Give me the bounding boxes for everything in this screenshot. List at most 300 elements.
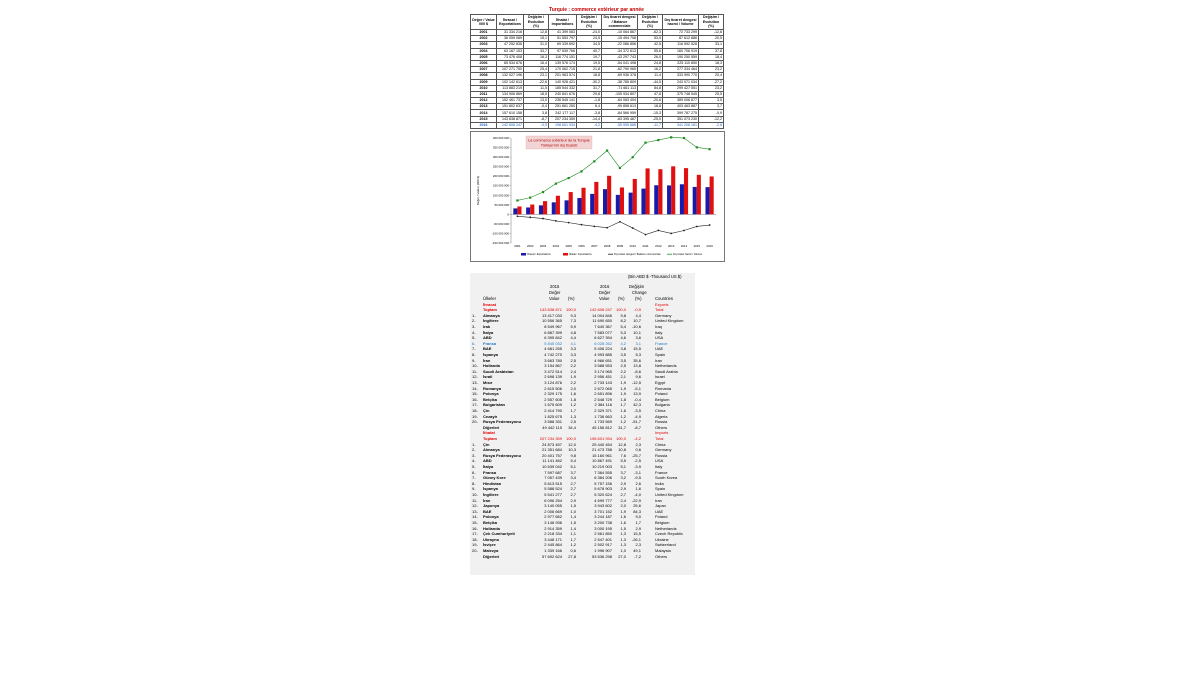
value-cell: 51 553 797 (549, 36, 577, 42)
annual-table-row (471, 67, 724, 73)
value-cell: 85 534 676 (497, 60, 524, 66)
legend-label: İhracat / Exportations (527, 253, 551, 256)
rank: 13- (472, 508, 478, 514)
value-cell: -84 566 959 (602, 110, 638, 116)
col-change-label: Değişim (629, 284, 645, 289)
country-tr: Belçika (483, 519, 498, 525)
value-2016: 4 699 777 (594, 497, 612, 503)
value-cell: 157 610 158 (497, 110, 524, 116)
annual-header-cell: Dış ticaret dengesi hacmi / Volume (663, 15, 699, 30)
annual-header-cell: Değer / Value 000 $ (471, 15, 497, 30)
year-cell: 2005 (471, 54, 497, 60)
import-bar (556, 196, 560, 215)
value-2016: 142 606 247 (589, 307, 612, 313)
import-bar (671, 166, 675, 214)
value-cell: 243 071 034 (663, 79, 699, 85)
value-cell: -22,6 (524, 79, 549, 85)
value-cell: 134 906 869 (497, 91, 524, 97)
col-2015-label: 2015 (550, 284, 560, 289)
value-2015: 4 681 255 (544, 346, 562, 352)
share-2015: 3,3 (570, 346, 576, 352)
value-cell: -43 297 743 (602, 54, 638, 60)
rank: 3- (472, 452, 476, 458)
value-cell: 18,8 (577, 73, 602, 79)
section-label-en: Exports (655, 301, 669, 307)
volume-point (696, 146, 698, 148)
value-2016: 11 690 650 (592, 318, 612, 324)
volume-point (580, 170, 582, 172)
country-tr: İspanya (483, 486, 498, 492)
chart-x-tick-label: 2013 (667, 244, 675, 248)
rank: 18- (472, 407, 478, 413)
share-2016: 1,6 (620, 407, 626, 413)
import-bar (633, 179, 637, 214)
share-2015: 9,3 (570, 312, 576, 318)
annual-header-cell: Dış ticaret dengesi / Balance commerciale (602, 15, 638, 30)
share-2016: 31,7 (618, 424, 626, 430)
chart-y-tick-label: 250 000 000 (492, 164, 509, 169)
value-cell: 403 463 887 (663, 104, 699, 110)
share-2016: 12,8 (618, 441, 626, 447)
country-en: Romania (655, 385, 672, 391)
change-pct: -10,6 (631, 323, 641, 329)
balance-point (555, 220, 557, 222)
share-2016: 3,8 (620, 346, 626, 352)
value-cell: 21,8 (577, 67, 602, 73)
country-en: India (655, 480, 664, 486)
country-tr: Mısır (483, 379, 493, 385)
rank: 16- (472, 525, 478, 531)
share-2015: 1,2 (570, 542, 576, 548)
chart-x-tick-label: 2010 (629, 244, 636, 248)
annual-table-title: Turquie : commerce extérieur par année (549, 7, 644, 13)
chart-x-tick-label: 2012 (655, 244, 662, 248)
value-cell: 3,5 (699, 98, 724, 104)
value-cell: 201 963 574 (549, 73, 577, 79)
country-en: Saudi Arabia (655, 368, 678, 374)
annual-table-row (471, 30, 724, 36)
balance-point (542, 218, 544, 220)
share-2015: 2,2 (570, 363, 576, 369)
balance-point (645, 234, 647, 236)
share-2016: 1,9 (620, 385, 626, 391)
country-en: Spain (655, 486, 666, 492)
value-2015: 3 154 867 (544, 363, 562, 369)
value-cell: 185 544 332 (549, 85, 577, 91)
year-cell: 2012 (471, 98, 497, 104)
share-2015: 0,6 (570, 547, 576, 553)
rank: 10- (472, 363, 478, 369)
import-bar (517, 206, 521, 214)
share-2015: 2,7 (570, 480, 576, 486)
change-pct: 42,3 (633, 402, 641, 408)
share-2016: 2,0 (620, 503, 626, 509)
annual-table-row (471, 91, 724, 97)
rank: 15- (472, 519, 478, 525)
change-pct: 84,3 (633, 508, 641, 514)
change-pct: 0,6 (635, 447, 641, 453)
change-pct: -8,6 (634, 368, 641, 374)
share-2016: 3,5 (620, 351, 626, 357)
share-2016: 1,3 (620, 542, 626, 548)
value-2016: 21 473 788 (591, 447, 612, 453)
share-2016: 1,2 (620, 413, 626, 419)
share-2016: 2,5 (620, 363, 626, 369)
country-en: Others (655, 553, 668, 559)
chart-x-tick-label: 2005 (565, 244, 572, 248)
share-2016: 100,0 (615, 435, 626, 441)
value-cell: 23,1 (524, 73, 549, 79)
chart-y-tick-label: 50 000 000 (494, 202, 509, 207)
country-tr: Çin (483, 441, 490, 447)
share-2016: 5,3 (620, 329, 626, 335)
value-cell: 142 606 247 (497, 122, 524, 128)
value-cell: -15,3 (638, 110, 663, 116)
value-2016: 14 004 846 (591, 312, 612, 318)
country-en: Israel (655, 374, 665, 380)
change-pct: 1,7 (635, 519, 641, 525)
country-en: Belgium (655, 396, 670, 402)
value-cell: 34,5 (577, 42, 602, 48)
export-bar (654, 185, 658, 214)
value-2016: 2 502 917 (594, 542, 612, 548)
share-2015: 2,7 (570, 491, 576, 497)
share-2015: 4,1 (570, 340, 576, 346)
annual-table-row (471, 36, 724, 42)
country-tr: Çin (483, 407, 490, 413)
country-tr: İngiltere (483, 491, 499, 497)
value-2015: 6 096 254 (544, 497, 562, 503)
change-pct: -3,1 (634, 469, 641, 475)
value-cell: 33,7 (524, 48, 549, 54)
value-2016: 2 956 451 (594, 374, 612, 380)
share-2015: 3,3 (570, 351, 576, 357)
rank: 18- (472, 536, 478, 542)
rank: 19- (472, 542, 478, 548)
share-2015: 1,1 (570, 531, 576, 537)
section-label-tr: İhracat (483, 301, 497, 307)
value-2015: 3 146 936 (544, 519, 562, 525)
value-cell: 113 883 219 (497, 85, 524, 91)
rank: 8- (472, 351, 476, 357)
country-tr: Güney Kore (483, 475, 506, 481)
value-cell: 12,8 (524, 30, 549, 36)
value-2016: 3 000 195 (594, 525, 612, 531)
value-cell: 23,2 (699, 67, 724, 73)
export-bar (565, 200, 569, 214)
value-2016: 2 384 116 (594, 402, 612, 408)
unit-label: (Bin ABD $ -Thousand US $) (628, 274, 682, 279)
change-pct: 2,9 (635, 525, 641, 531)
rank: 2- (472, 447, 476, 453)
balance-point (568, 222, 570, 224)
chart-x-tick-label: 2014 (680, 244, 688, 248)
share-2016: 3,2 (620, 475, 626, 481)
share-2016: 1,5 (620, 525, 626, 531)
value-cell: 11,5 (524, 85, 549, 91)
year-cell: 2016 (471, 122, 497, 128)
value-2016: 6 627 394 (594, 335, 612, 341)
share-2016: 1,3 (620, 536, 626, 542)
value-cell: 18,8 (638, 104, 663, 110)
value-cell: -55 995 686 (602, 122, 638, 128)
value-2016: 4 966 651 (594, 357, 612, 363)
share-2015: 7,3 (570, 318, 576, 324)
value-2015: 21 351 684 (541, 447, 562, 453)
value-2015: 207 234 359 (539, 435, 562, 441)
annual-table-body (471, 30, 724, 129)
value-cell: -38 785 809 (602, 79, 638, 85)
country-en: United Kingdom (655, 318, 684, 324)
change-pct: 1,6 (635, 486, 641, 492)
country-en: Others (655, 424, 668, 430)
value-cell: 225 110 850 (663, 60, 699, 66)
chart-x-tick-label: 2008 (603, 244, 611, 248)
chart-y-tick-label: 350 000 000 (492, 145, 509, 150)
year-cell: 2008 (471, 73, 497, 79)
import-bar (607, 176, 611, 215)
export-bar (552, 202, 556, 214)
share-2015: 100,0 (565, 307, 576, 313)
change-pct: 49,1 (633, 547, 641, 553)
rank: 10- (472, 491, 478, 497)
chart-y-tick-label: 150 000 000 (492, 183, 509, 188)
col-2016-label: 2016 (600, 284, 610, 289)
change-pct: 10,7 (633, 318, 641, 324)
volume-point (657, 139, 659, 141)
value-cell: -11,7 (638, 122, 663, 128)
value-cell: 26,0 (638, 54, 663, 60)
country-en: USA (655, 458, 664, 464)
value-cell: 87 612 886 (663, 36, 699, 42)
country-en: Egypt (655, 379, 666, 385)
rank: 20- (472, 547, 478, 553)
value-cell: 29,8 (577, 91, 602, 97)
export-bar (667, 185, 671, 214)
value-2016: 15 160 961 (591, 452, 612, 458)
value-cell: 97 539 766 (549, 48, 577, 54)
balance-point (683, 230, 685, 232)
year-cell: 2010 (471, 85, 497, 91)
share-2016: 1,6 (620, 514, 626, 520)
value-cell: 69 339 692 (549, 42, 577, 48)
country-en: Czech Republic (655, 531, 684, 537)
value-cell: 351 073 230 (663, 116, 699, 122)
export-bar (526, 207, 530, 214)
value-cell: 399 787 275 (663, 110, 699, 116)
legend-label: Dış ticaret dengesi / Balance commerciale (614, 253, 661, 256)
country-tr: Malezya (483, 547, 499, 553)
chart-x-tick-label: 2016 (706, 244, 713, 248)
share-2016: 1,6 (620, 519, 626, 525)
country-en: Netherlands (655, 525, 677, 531)
volume-point (619, 167, 621, 169)
change-pct: -7,2 (634, 553, 641, 559)
value-2015: 143 838 871 (539, 307, 562, 313)
pct-label: (%) (618, 296, 625, 301)
rank: 1- (472, 312, 476, 318)
rank: 19- (472, 413, 478, 419)
country-tr: Hindistan (483, 480, 502, 486)
share-2015: 2,7 (570, 486, 576, 492)
value-2016: 45 156 812 (591, 424, 612, 430)
volume-point (568, 177, 570, 179)
annual-header-cell: Değişim / Evolution (%) (524, 15, 549, 30)
value-cell: 151 802 637 (497, 104, 524, 110)
value-2015: 57 692 624 (541, 553, 562, 559)
total-label-tr: Toplam (483, 435, 497, 441)
value-2016: 2 329 371 (594, 407, 612, 413)
rank: 4- (472, 329, 476, 335)
value-cell: -63 395 487 (602, 116, 638, 122)
share-2016: 5,1 (620, 463, 626, 469)
change-pct: -12,5 (631, 379, 641, 385)
value-cell: -99 858 613 (602, 104, 638, 110)
value-2016: 3 174 965 (594, 368, 612, 374)
balance-point (581, 224, 583, 226)
value-cell: 18,5 (524, 91, 549, 97)
change-pct: -5,1 (634, 385, 641, 391)
change-pct: -3,5 (634, 407, 641, 413)
share-2015: 34,4 (568, 424, 576, 430)
value-cell: 102 142 613 (497, 79, 524, 85)
value-cell: -22 086 856 (602, 42, 638, 48)
country-tr: İran (483, 357, 491, 363)
share-2015: 2,9 (570, 497, 576, 503)
import-bar (543, 201, 547, 214)
value-label-en: Value (549, 296, 560, 301)
country-en: China (655, 407, 666, 413)
country-en: Malaysia (655, 547, 671, 553)
share-2016: 1,0 (620, 547, 626, 553)
value-cell: 53,9 (638, 36, 663, 42)
annual-header-cell: İthalat / Importations (549, 15, 577, 30)
value-cell: 139 576 174 (549, 60, 577, 66)
change-pct: 3,6 (635, 335, 641, 341)
balance-line (517, 216, 709, 234)
share-2016: 2,4 (620, 497, 626, 503)
annual-table-row (471, 79, 724, 85)
country-tr: ABD (483, 458, 492, 464)
value-cell: 15,1 (524, 36, 549, 42)
annual-trade-table (470, 14, 724, 129)
value-cell: 389 006 877 (663, 98, 699, 104)
value-2015: 2 329 175 (544, 391, 562, 397)
chart-x-tick-label: 2002 (527, 244, 534, 248)
annual-table-row (471, 98, 724, 104)
value-2016: 7 583 077 (594, 329, 612, 335)
country-tr: İtalya (483, 329, 494, 335)
change-label-en: Change (632, 290, 647, 295)
balance-point (593, 225, 595, 227)
volume-point (606, 150, 608, 152)
value-cell: 31,0 (524, 42, 549, 48)
share-2015: 1,9 (570, 374, 576, 380)
change-pct: -9,5 (634, 475, 641, 481)
value-2016: 2 561 850 (594, 531, 612, 537)
balance-point (670, 233, 672, 235)
change-pct: 13,9 (633, 391, 641, 397)
value-cell: 73 476 408 (497, 54, 524, 60)
country-en: Iraq (655, 323, 662, 329)
export-bar (641, 189, 645, 215)
value-label-en: Value (599, 296, 610, 301)
rank: 7- (472, 475, 476, 481)
share-2016: 4,6 (620, 335, 626, 341)
value-2015: 13 417 033 (541, 312, 562, 318)
value-cell: -1,8 (577, 98, 602, 104)
export-bar (603, 189, 607, 214)
value-cell: -3,8 (577, 110, 602, 116)
rank: 17- (472, 402, 478, 408)
value-2015: 2 615 506 (544, 385, 562, 391)
value-cell: 375 748 545 (663, 91, 699, 97)
change-pct: -2,5 (634, 458, 641, 464)
chart-x-tick-label: 2001 (514, 244, 521, 248)
value-cell: 160 706 919 (663, 48, 699, 54)
volume-point (516, 199, 518, 201)
share-2015: 1,2 (570, 402, 576, 408)
value-cell: 3,8 (524, 110, 549, 116)
country-en: Netherlands (655, 363, 677, 369)
value-2015: 6 395 842 (544, 335, 562, 341)
rank: 14- (472, 385, 478, 391)
value-2015: 4 742 270 (544, 351, 562, 357)
value-cell: -0,9 (524, 122, 549, 128)
value-cell: -25,0 (638, 116, 663, 122)
value-2016: 5 757 156 (594, 480, 612, 486)
change-pct: 2,6 (635, 480, 641, 486)
trade-chart-svg (471, 132, 724, 261)
value-2016: 1 736 663 (594, 413, 612, 419)
share-2015: 1,4 (570, 514, 576, 520)
change-pct: -8,7 (634, 424, 641, 430)
rank: 6- (472, 340, 476, 346)
value-cell: 198 601 934 (549, 122, 577, 128)
total-label-en: Total (655, 435, 664, 441)
value-2016: 6 384 206 (594, 475, 612, 481)
value-cell: -12,2 (699, 116, 724, 122)
share-2015: 4,4 (570, 335, 576, 341)
share-2016: 2,2 (620, 368, 626, 374)
value-2016: 3 244 187 (594, 514, 612, 520)
value-cell: 152 461 737 (497, 98, 524, 104)
value-cell: -62 790 965 (602, 67, 638, 73)
total-label-en: Total (655, 307, 664, 313)
share-2015: 2,5 (570, 357, 576, 363)
value-cell: -84 083 404 (602, 98, 638, 104)
annual-table-row (471, 85, 724, 91)
chart-y-tick-label: -150 000 000 (491, 241, 509, 245)
import-bar (658, 169, 662, 214)
value-2015: 2 977 662 (544, 514, 562, 520)
chart-y-tick-label: 300 000 000 (492, 155, 509, 160)
value-2015: 3 124 876 (544, 379, 562, 385)
value-2015: 10 639 042 (541, 463, 562, 469)
share-2015: 1,5 (570, 503, 576, 509)
value-cell: -10 064 867 (602, 30, 638, 36)
value-cell: 341 208 181 (663, 122, 699, 128)
value-2015: 11 141 462 (542, 458, 562, 464)
share-2016: 4,2 (620, 340, 626, 346)
year-cell: 2006 (471, 60, 497, 66)
country-tr: Polonya (483, 514, 499, 520)
value-2015: 2 698 139 (544, 374, 562, 380)
country-tr: Çek Cumhuriyeti (483, 531, 515, 537)
total-label-tr: Toplam (483, 307, 497, 313)
value-cell: -2,8 (699, 122, 724, 128)
import-bar (594, 182, 598, 214)
